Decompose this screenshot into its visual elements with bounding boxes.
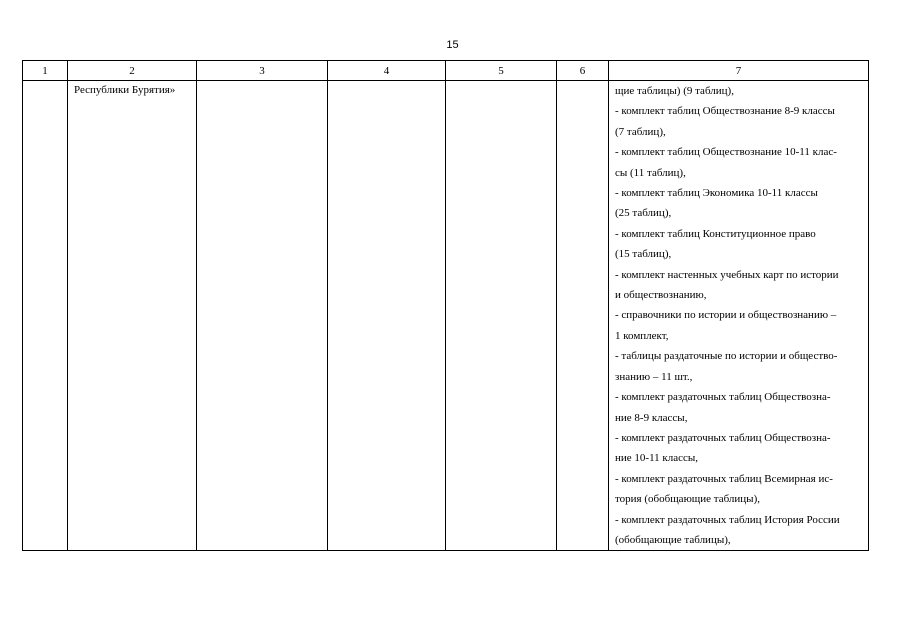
column-header-5: 5 [446, 61, 557, 81]
column-header-3: 3 [197, 61, 328, 81]
cell-text-line: и обществознанию, [615, 289, 707, 302]
cell-text-line: (обобщающие таблицы), [615, 533, 731, 546]
cell-col6 [557, 81, 609, 551]
cell-col1 [23, 81, 68, 551]
cell-text-line: - комплект таблиц Обществознание 10-11 клас- [615, 146, 837, 159]
cell-text-line: - комплект раздаточных таблиц Обществозна- [615, 431, 831, 444]
cell-text-line: тория (обобщающие таблицы), [615, 493, 760, 506]
cell-col4 [328, 81, 446, 551]
table-row [23, 81, 869, 551]
cell-col5 [446, 81, 557, 551]
cell-text-line: (15 таблиц), [615, 248, 672, 261]
document-table [22, 60, 869, 551]
cell-text-line: 1 комплект, [615, 329, 669, 342]
column-header-7: 7 [609, 61, 869, 81]
cell-text-line: - справочники по истории и обществознанию – [615, 309, 837, 322]
cell-col3 [197, 81, 328, 551]
column-header-4: 4 [328, 61, 446, 81]
cell-text-line: (25 таблиц), [615, 207, 672, 220]
cell-text-line: щие таблицы) (9 таблиц), [615, 85, 734, 97]
cell-text-line: знанию – 11 шт., [615, 370, 693, 383]
cell-text-line: - комплект настенных учебных карт по истории [615, 268, 839, 281]
page-number: 15 [446, 39, 459, 51]
cell-text-line: сы (11 таблиц), [615, 166, 686, 179]
column-header-1: 1 [23, 61, 68, 81]
cell-col2 [68, 81, 197, 551]
cell-text-line: - комплект раздаточных таблиц Всемирная ис- [615, 472, 833, 485]
cell-text-line: - комплект раздаточных таблиц История России [615, 513, 840, 526]
cell-text-line: - таблицы раздаточные по истории и общество- [615, 350, 838, 363]
column-header-2: 2 [68, 61, 197, 81]
cell-text-line: - комплект таблиц Обществознание 8-9 классы [615, 105, 835, 118]
cell-col7 [609, 81, 869, 551]
table-header-row [23, 61, 869, 81]
cell-text-line: ние 8-9 классы, [615, 411, 688, 424]
cell-text-line: ние 10-11 классы, [615, 452, 699, 465]
cell-col7-text [609, 81, 868, 550]
cell-text-line: - комплект раздаточных таблиц Обществозна- [615, 391, 831, 404]
cell-text-line: (7 таблиц), [615, 125, 666, 138]
column-header-6: 6 [557, 61, 609, 81]
cell-text-line: - комплект таблиц Экономика 10-11 классы [615, 187, 818, 200]
cell-col2-text: Республики Бурятия» [74, 84, 176, 96]
cell-text-line: - комплект таблиц Конституционное право [615, 227, 816, 240]
